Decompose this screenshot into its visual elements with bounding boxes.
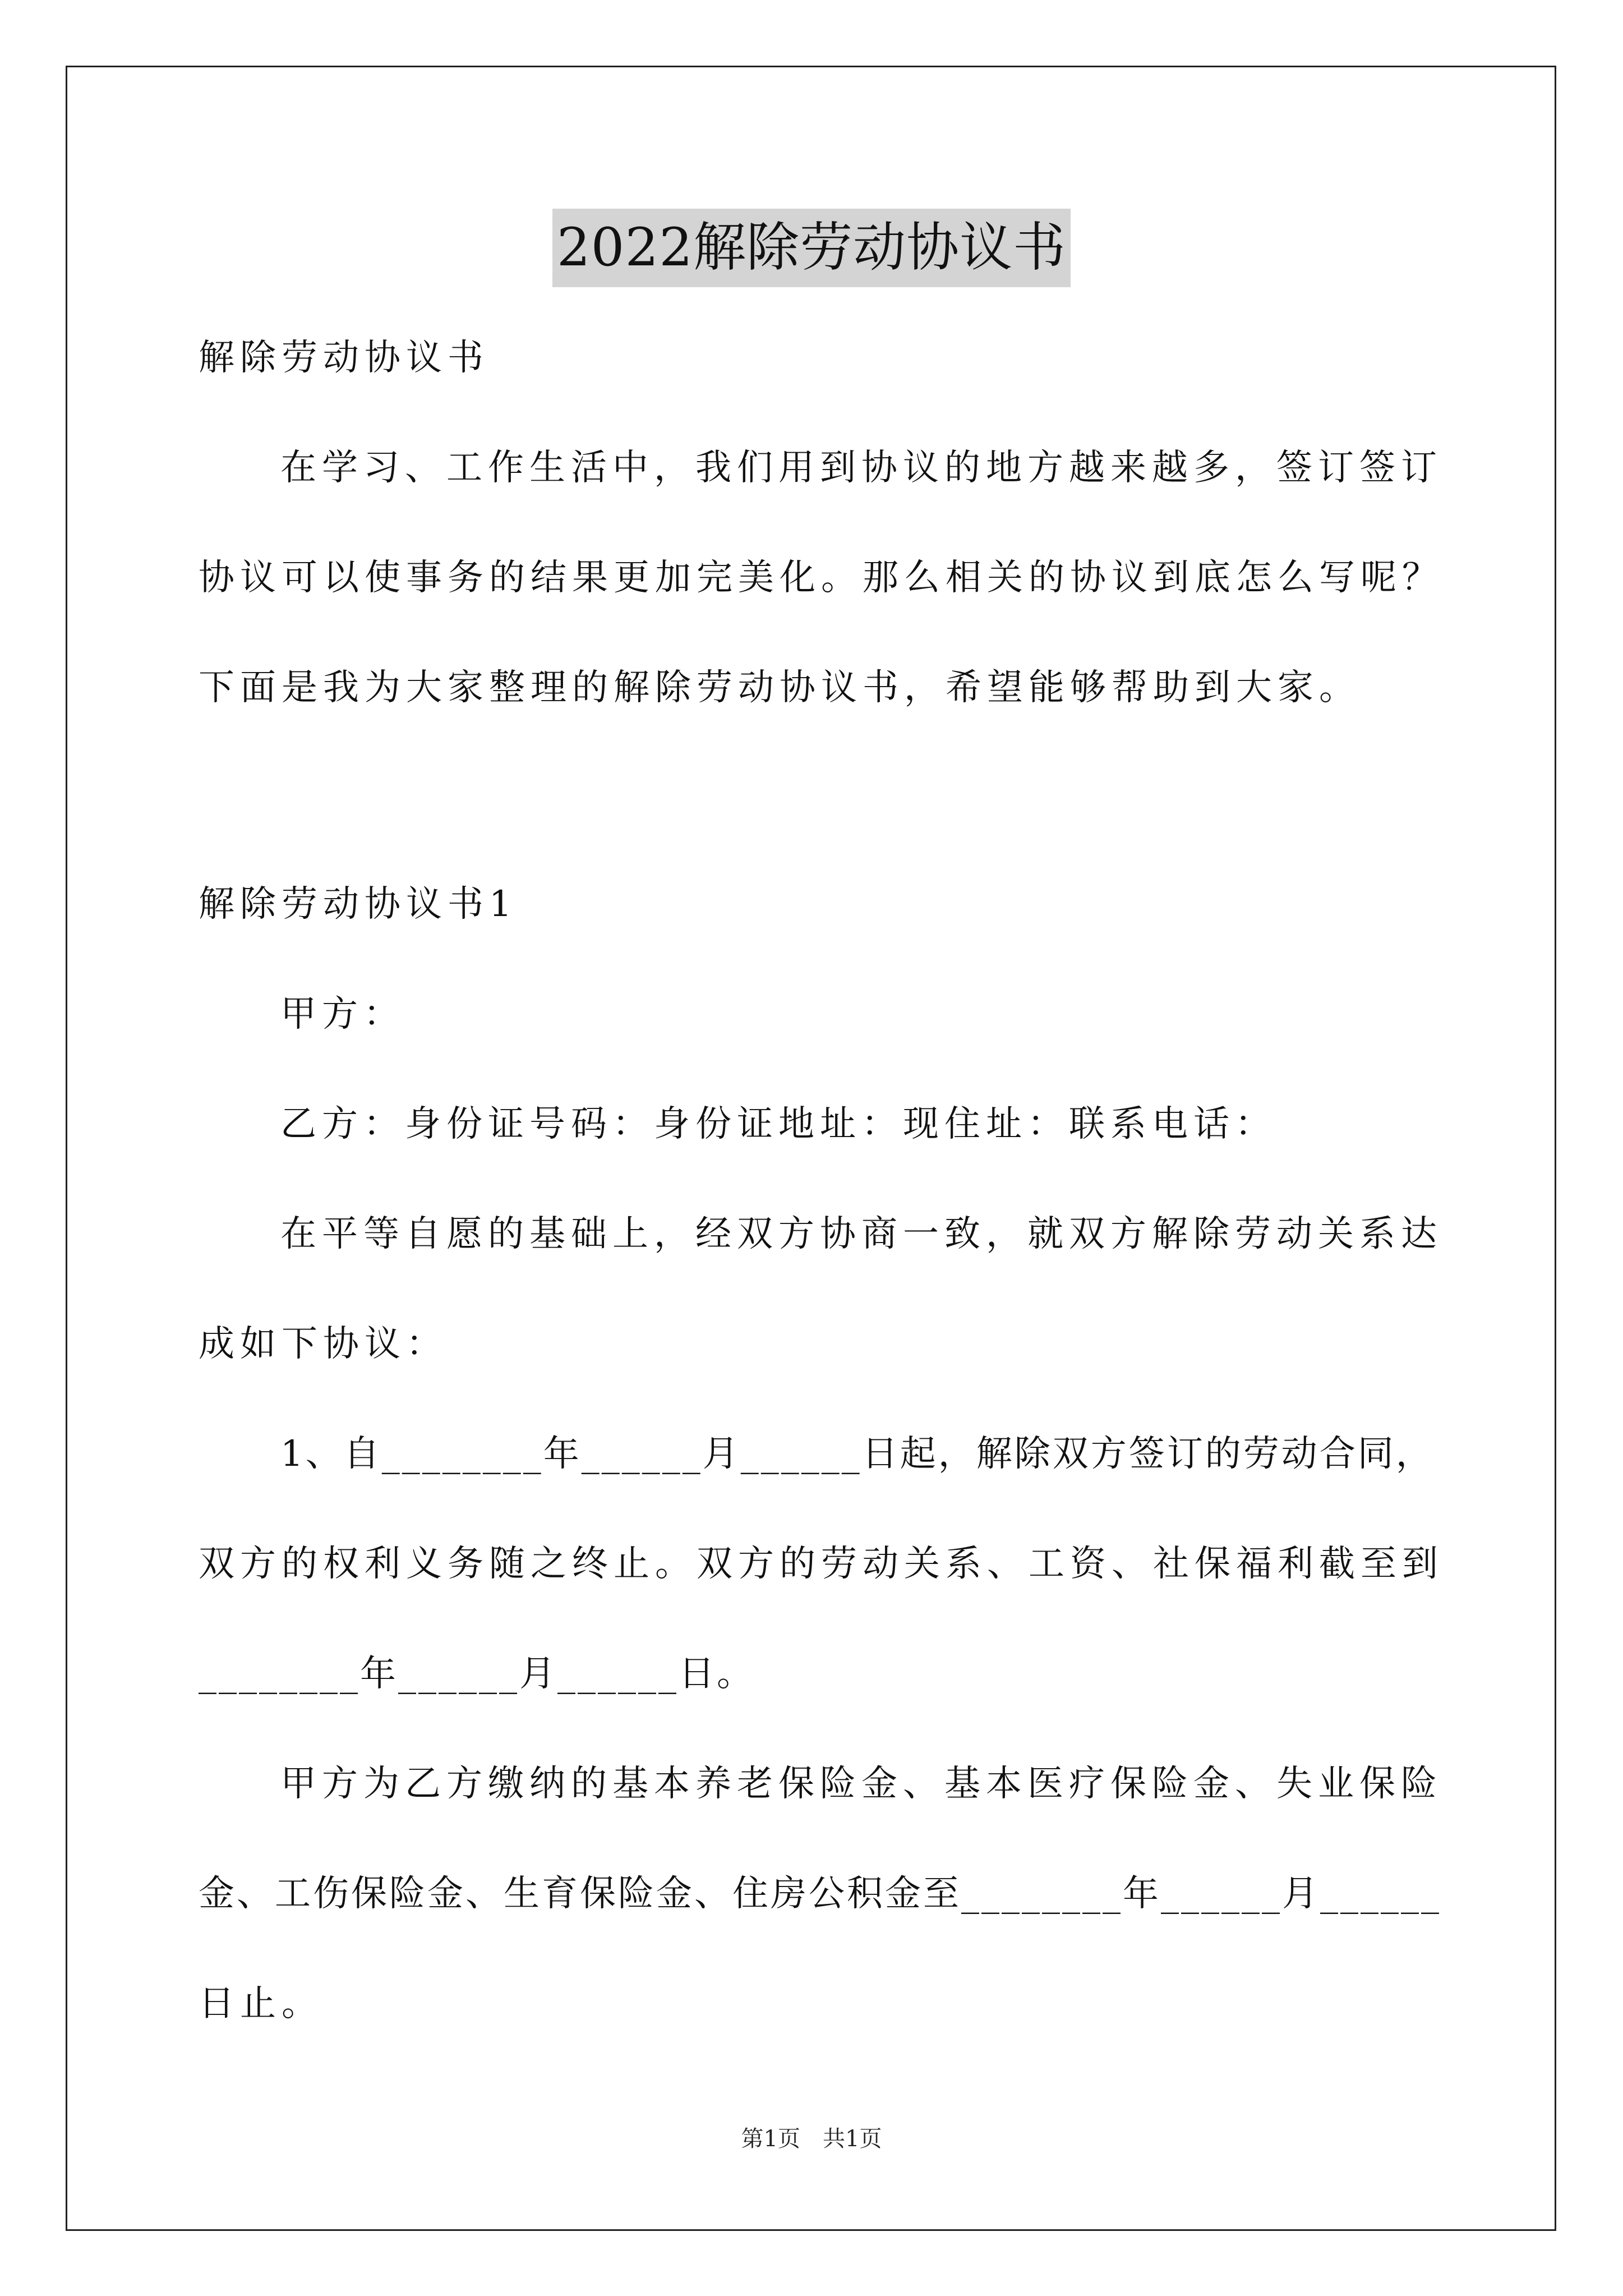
- paragraph-line: 甲方为乙方缴纳的基本养老保险金、基本医疗保险金、失业保险: [280, 1763, 1442, 1805]
- clause-line: 1、自________年______月______日起，解除双方签订的劳动合同，: [280, 1433, 1434, 1475]
- paragraph-line: 在学习、工作生活中，我们用到协议的地方越来越多，签订签订: [280, 447, 1442, 489]
- paragraph-line: 日止。: [199, 1983, 323, 2024]
- paragraph-line: 在平等自愿的基础上，经双方协商一致，就双方解除劳动关系达: [280, 1213, 1442, 1255]
- clause-line: ________年______月______日。: [199, 1653, 755, 1695]
- document-title: 2022解除劳动协议书: [552, 209, 1071, 287]
- document-title-block: [0, 209, 1623, 287]
- paragraph-line: 协议可以使事务的结果更加完美化。那么相关的协议到底怎么写呢？: [199, 557, 1444, 599]
- clause-line: 双方的权利义务随之终止。双方的劳动关系、工资、社保福利截至到: [199, 1543, 1444, 1585]
- paragraph-line: 下面是我为大家整理的解除劳动协议书，希望能够帮助到大家。: [199, 667, 1361, 708]
- paragraph-line: 成如下协议：: [199, 1323, 448, 1365]
- page-footer: 第1页 共1页: [741, 2126, 882, 2152]
- section-heading: 解除劳动协议书1: [199, 884, 518, 925]
- party-b-line: 乙方：身份证号码：身份证地址：现住址：联系电话：: [280, 1103, 1276, 1145]
- document-body: [199, 331, 1444, 2031]
- party-a-line: 甲方：: [280, 993, 405, 1035]
- intro-heading: 解除劳动协议书: [199, 337, 489, 379]
- paragraph-line: 金、工伤保险金、生育保险金、住房公积金至________年______月______: [199, 1873, 1441, 1915]
